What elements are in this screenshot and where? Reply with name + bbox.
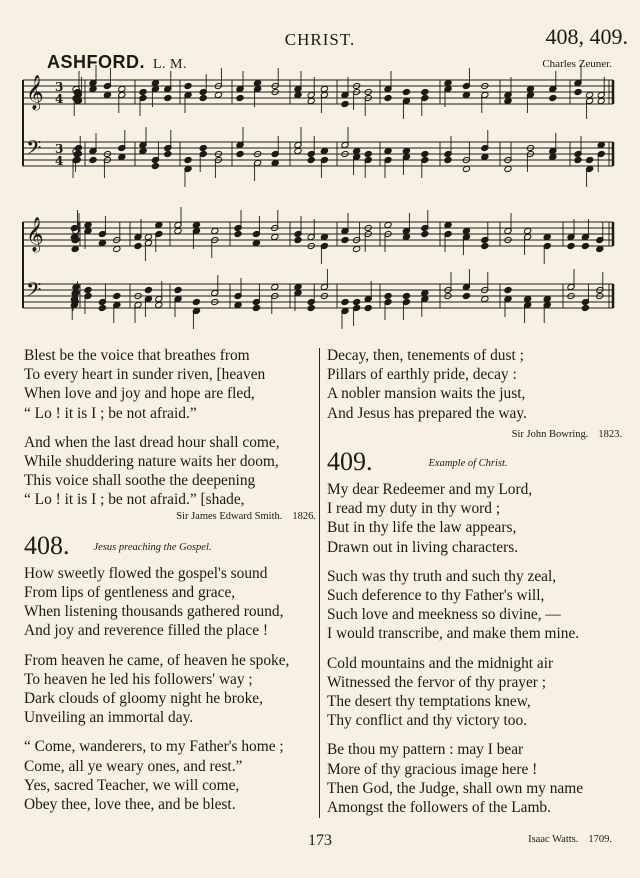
note-head <box>211 227 219 234</box>
line: Unveiling an immortal day. <box>24 709 194 727</box>
line: Such love and meekness so divine, — <box>327 606 561 624</box>
note-head <box>444 221 452 228</box>
note-head <box>597 141 605 148</box>
note-head <box>98 239 106 246</box>
line: Such deference to thy Father's will, <box>327 587 545 605</box>
time-signature: 3 <box>55 80 64 94</box>
treble-clef-icon: 𝄞 <box>26 217 44 252</box>
note-head <box>421 289 429 296</box>
note-head <box>421 230 429 237</box>
note-head <box>524 295 532 302</box>
note-head <box>384 292 392 299</box>
note-head <box>384 94 392 101</box>
stanza <box>327 480 617 557</box>
note-head <box>462 91 470 98</box>
note-head <box>384 221 392 228</box>
note-head <box>320 147 328 154</box>
stanza <box>327 567 617 644</box>
line: I would transcribe, and make them mine. <box>327 625 580 643</box>
line: But in thy life the law appears, <box>327 519 517 537</box>
bass-clef-icon: 𝄢 <box>26 278 42 306</box>
note-head <box>192 221 200 228</box>
line: From heaven he came, of heaven he spoke, <box>24 651 290 669</box>
year: 1826. <box>292 510 316 522</box>
note-head <box>341 298 349 305</box>
column-divider <box>319 348 320 818</box>
note-head <box>320 233 328 240</box>
note-head <box>151 79 159 86</box>
hymn-numbers: 408, 409. <box>545 24 628 49</box>
note-head <box>234 230 242 237</box>
time-signature: 4 <box>55 92 64 106</box>
line: When love and joy and hope are fled, <box>24 385 255 403</box>
line: To every heart in sunder riven, [heaven <box>24 366 266 384</box>
note-head <box>118 153 126 160</box>
line: To heaven he led his followers' way ; <box>24 670 253 688</box>
note-head <box>481 153 489 160</box>
note-head <box>402 233 410 240</box>
author: Sir James Edward Smith. <box>176 510 283 522</box>
line: How sweetly flowed the gospel's sound <box>24 564 268 582</box>
line: Come, all ye weary ones, and rest.” <box>24 757 243 775</box>
note-head <box>567 242 575 249</box>
hymn-heading <box>24 530 316 564</box>
note-head <box>98 304 106 311</box>
stanza <box>24 737 316 814</box>
note-head <box>139 147 147 154</box>
bass-clef-icon: 𝄢 <box>26 136 42 164</box>
note-head <box>236 94 244 101</box>
line: “ Lo ! it is I ; be not afraid.” <box>24 404 197 422</box>
year: 1709. <box>588 834 612 845</box>
year: 1823. <box>598 428 622 440</box>
note-head <box>549 94 557 101</box>
line: And Jesus has prepared the way. <box>327 404 527 422</box>
line: The desert thy temptations knew, <box>327 693 531 711</box>
line: Then God, the Judge, shall own my name <box>327 779 584 797</box>
stanza <box>327 346 617 423</box>
tune-meter: L. M. <box>153 57 187 72</box>
line: And when the last dread hour shall come, <box>24 433 280 451</box>
time-signature: 4 <box>55 154 64 168</box>
line: Amongst the followers of the Lamb. <box>327 799 551 817</box>
line: While shuddering nature waits her doom, <box>24 453 279 471</box>
time-signature: 3 <box>55 142 64 156</box>
note-head <box>353 298 361 305</box>
note-head <box>199 144 207 151</box>
note-head <box>320 85 328 92</box>
note-head <box>353 147 361 154</box>
note-head <box>294 147 302 154</box>
note-head <box>89 85 97 92</box>
note-head <box>72 283 80 290</box>
treble-clef-icon: 𝄞 <box>26 75 44 110</box>
note-head <box>307 304 315 311</box>
note-head <box>402 147 410 154</box>
note-head <box>174 227 182 234</box>
note-head <box>71 245 79 252</box>
line: Pillars of earthly pride, decay : <box>327 366 517 384</box>
line: Yes, sacred Teacher, we will come, <box>24 776 240 794</box>
note-head <box>481 242 489 249</box>
note-head <box>144 286 152 293</box>
stanza <box>24 346 316 423</box>
note-head <box>118 85 126 92</box>
note-head <box>184 156 192 163</box>
note-head <box>134 242 142 249</box>
stanza <box>327 740 617 817</box>
note-head <box>155 301 163 308</box>
line: Such was thy truth and such thy zeal, <box>327 567 557 585</box>
note-head <box>71 289 79 296</box>
tune-name: ASHFORD. <box>47 52 145 72</box>
note-head <box>151 162 159 169</box>
attribution <box>327 425 622 444</box>
note-head <box>307 156 315 163</box>
note-head <box>155 221 163 228</box>
line: From lips of gentleness and grace, <box>24 584 236 602</box>
note-head <box>271 159 279 166</box>
music-score <box>0 0 640 340</box>
note-head <box>341 236 349 243</box>
stanza <box>327 654 617 731</box>
note-head <box>236 150 244 157</box>
note-head <box>504 97 512 104</box>
note-head <box>214 91 222 98</box>
author: Sir John Bowring. <box>511 428 589 440</box>
note-head <box>74 144 82 151</box>
hymn-number: 409. <box>327 447 373 477</box>
note-head <box>504 286 512 293</box>
note-head <box>481 295 489 302</box>
note-head <box>144 233 152 240</box>
note-head <box>581 242 589 249</box>
line: “ Lo ! it is I ; be not afraid.” [shade, <box>24 491 245 509</box>
note-head <box>252 304 260 311</box>
note-head <box>549 153 557 160</box>
note-head <box>581 304 589 311</box>
line: I read my duty in thy word ; <box>327 500 501 518</box>
note-head <box>597 97 605 104</box>
note-head <box>524 227 532 234</box>
note-head <box>364 304 372 311</box>
note-head <box>341 100 349 107</box>
composer: Charles Zeuner. <box>542 58 612 70</box>
note-head <box>294 283 302 290</box>
stanza <box>24 433 316 510</box>
note-head <box>574 88 582 95</box>
note-head <box>421 88 429 95</box>
note-head <box>462 165 470 172</box>
note-head <box>271 283 279 290</box>
line: This voice shall soothe the deepening <box>24 472 256 490</box>
line: Blest be the voice that breathes from <box>24 347 250 364</box>
page-number: 173 <box>308 832 332 849</box>
note-head <box>252 239 260 246</box>
note-head <box>526 85 534 92</box>
note-head <box>84 221 92 228</box>
line: Be thou my pattern : may I bear <box>327 741 524 759</box>
note-head <box>586 156 594 163</box>
note-head <box>271 233 279 240</box>
line: Decay, then, tenements of dust ; <box>327 347 524 364</box>
note-head <box>596 245 604 252</box>
note-head <box>444 79 452 86</box>
note-head <box>364 150 372 157</box>
note-head <box>192 298 200 305</box>
note-head <box>462 227 470 234</box>
line: Obey thee, love thee, and be blest. <box>24 796 236 814</box>
note-head <box>307 97 315 104</box>
note-head <box>254 79 262 86</box>
hymn-heading <box>327 447 617 480</box>
note-head <box>462 292 470 299</box>
note-head <box>353 245 361 252</box>
hymn-number: 408. <box>24 530 70 560</box>
stanza <box>24 651 316 728</box>
note-head <box>234 301 242 308</box>
note-head <box>384 147 392 154</box>
note-head <box>294 91 302 98</box>
line: Drawn out in living characters. <box>327 538 519 556</box>
note-head <box>421 150 429 157</box>
note-head <box>164 150 172 157</box>
line: When listening thousands gathered round, <box>24 603 284 621</box>
note-head <box>199 94 207 101</box>
right-column <box>327 346 622 817</box>
note-head <box>504 165 512 172</box>
stanza <box>24 564 316 641</box>
note-head <box>174 286 182 293</box>
line: A nobler mansion waits the just, <box>327 385 526 403</box>
line: Cold mountains and the midnight air <box>327 654 554 672</box>
section-heading: CHRIST. <box>284 30 356 49</box>
note-head <box>84 286 92 293</box>
author: Isaac Watts. <box>528 834 579 845</box>
note-head <box>543 295 551 302</box>
note-head <box>586 91 594 98</box>
line: And joy and reverence filled the place ! <box>24 622 268 640</box>
line: Thy conflict and thy victory too. <box>327 712 528 730</box>
note-head <box>89 156 97 163</box>
line: More of thy gracious image here ! <box>327 760 538 778</box>
note-head <box>103 91 111 98</box>
note-head <box>543 233 551 240</box>
note-head <box>294 236 302 243</box>
note-head <box>402 292 410 299</box>
note-head <box>164 94 172 101</box>
line: Dark clouds of gloomy night he broke, <box>24 690 263 708</box>
note-head <box>444 156 452 163</box>
note-head <box>113 292 121 299</box>
line: “ Come, wanderers, to my Father's home ; <box>24 738 284 756</box>
note-head <box>139 88 147 95</box>
hymn-title: Example of Christ. <box>428 458 508 470</box>
note-head <box>402 88 410 95</box>
note-head <box>184 82 192 89</box>
hymn-title: Jesus preaching the Gospel. <box>93 541 212 553</box>
note-head <box>574 156 582 163</box>
left-column <box>24 346 316 824</box>
line: Witnessed the fervor of thy prayer ; <box>327 673 547 691</box>
line: My dear Redeemer and my Lord, <box>327 481 533 499</box>
note-head <box>113 245 121 252</box>
